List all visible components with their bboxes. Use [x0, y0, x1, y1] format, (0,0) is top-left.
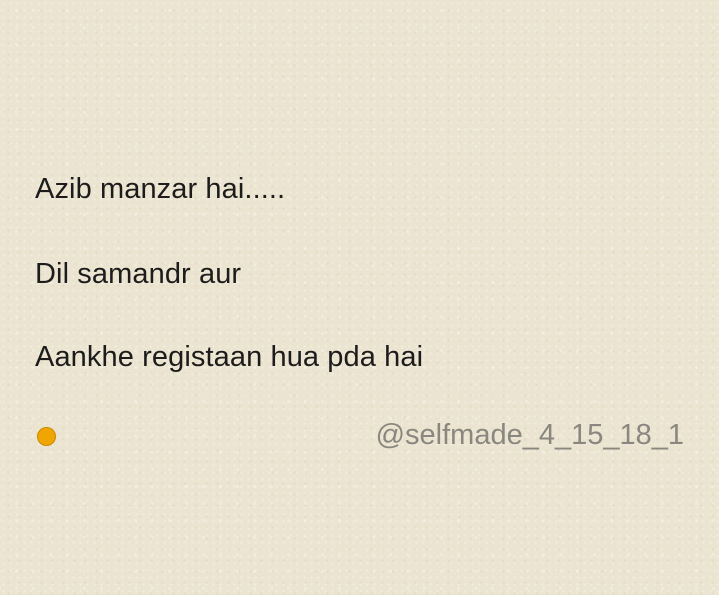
- circle-dot-icon: [37, 427, 56, 446]
- author-handle: @selfmade_4_15_18_1: [375, 419, 684, 451]
- quote-line-3: Aankhe registaan hua pda hai: [35, 341, 424, 373]
- quote-line-2: Dil samandr aur: [35, 258, 242, 290]
- quote-line-1: Azib manzar hai.....: [35, 173, 286, 205]
